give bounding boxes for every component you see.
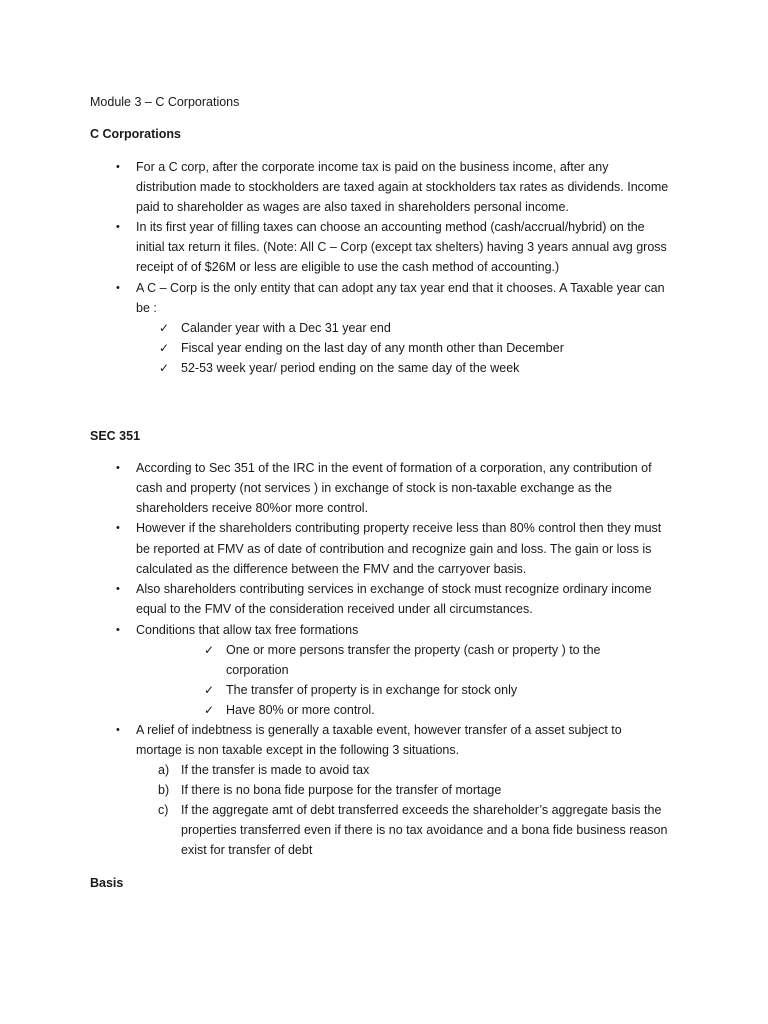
paragraph-line: be : bbox=[136, 301, 157, 315]
paragraph-line: mortage is non taxable except in the following 3 situations. bbox=[136, 743, 460, 757]
paragraph-line: cash and property (not services ) in exchange of stock is non-taxable exchange as the bbox=[136, 481, 612, 495]
paragraph-line: be reported at FMV as of date of contribution and recognize gain and loss. The gain or loss is bbox=[136, 542, 652, 556]
paragraph-line: shareholders receive 80%or more control. bbox=[136, 501, 369, 515]
situation-item: If the aggregate amt of debt transferred exceeds the shareholder’s aggregate basis the bbox=[181, 803, 662, 817]
situation-item: properties transferred even if there is no tax avoidance and a bona fide business reason bbox=[181, 823, 668, 837]
bullet-icon: • bbox=[116, 724, 120, 736]
paragraph-line: receipt of of $26M or less are eligible to use the cash method of accounting.) bbox=[136, 260, 560, 274]
paragraph-line: calculated as the difference between the FMV and the carryover basis. bbox=[136, 562, 527, 576]
list-marker: c) bbox=[158, 803, 169, 817]
bullet-icon: • bbox=[116, 624, 120, 636]
check-item: corporation bbox=[226, 663, 289, 677]
paragraph-line: However if the shareholders contributing property receive less than 80% control then they must bbox=[136, 521, 662, 535]
checkmark-icon: ✓ bbox=[159, 321, 170, 335]
section-heading-c-corporations: C Corporations bbox=[90, 127, 181, 141]
paragraph-line: According to Sec 351 of the IRC in the event of formation of a corporation, any contribution of bbox=[136, 461, 652, 475]
paragraph-line: equal to the FMV of the consideration received under all circumstances. bbox=[136, 602, 533, 616]
paragraph-line: In its first year of filling taxes can choose an accounting method (cash/accrual/hybrid) on the bbox=[136, 220, 645, 234]
situation-item: If the transfer is made to avoid tax bbox=[181, 763, 370, 777]
checkmark-icon: ✓ bbox=[204, 703, 215, 717]
situation-item: exist for transfer of debt bbox=[181, 843, 313, 857]
paragraph-line: paid to shareholder as wages are also taxed in shareholders personal income. bbox=[136, 200, 569, 214]
bullet-icon: • bbox=[116, 462, 120, 474]
list-marker: a) bbox=[158, 763, 170, 777]
situation-item: If there is no bona fide purpose for the transfer of mortage bbox=[181, 783, 502, 797]
bullet-icon: • bbox=[116, 583, 120, 595]
bullet-icon: • bbox=[116, 522, 120, 534]
check-item: One or more persons transfer the property (cash or property ) to the bbox=[226, 643, 601, 657]
section-heading-basis: Basis bbox=[90, 876, 124, 890]
checkmark-icon: ✓ bbox=[159, 361, 170, 375]
bullet-icon: • bbox=[116, 221, 120, 233]
paragraph-line: Conditions that allow tax free formations bbox=[136, 623, 359, 637]
check-item: Have 80% or more control. bbox=[226, 703, 375, 717]
check-item: The transfer of property is in exchange for stock only bbox=[226, 683, 518, 697]
check-item: Calander year with a Dec 31 year end bbox=[181, 321, 391, 335]
paragraph-line: For a C corp, after the corporate income tax is paid on the business income, after any bbox=[136, 160, 609, 174]
section-heading-sec-351: SEC 351 bbox=[90, 429, 141, 443]
bullet-icon: • bbox=[116, 282, 120, 294]
paragraph-line: A C – Corp is the only entity that can adopt any tax year end that it chooses. A Taxable year can bbox=[136, 281, 665, 295]
check-item: 52-53 week year/ period ending on the same day of the week bbox=[181, 361, 520, 375]
list-marker: b) bbox=[158, 783, 170, 797]
paragraph-line: A relief of indebtness is generally a taxable event, however transfer of a asset subject to bbox=[136, 723, 622, 737]
paragraph-line: initial tax return it files. (Note: All C – Corp (except tax shelters) having 3 years annual avg gross bbox=[136, 240, 667, 254]
checkmark-icon: ✓ bbox=[204, 683, 215, 697]
paragraph-line: distribution made to stockholders are taxed again at stockholders tax rates as dividends. Income bbox=[136, 180, 669, 194]
checkmark-icon: ✓ bbox=[204, 643, 215, 657]
bullet-icon: • bbox=[116, 161, 120, 173]
check-item: Fiscal year ending on the last day of any month other than December bbox=[181, 341, 564, 355]
checkmark-icon: ✓ bbox=[159, 341, 170, 355]
document-title: Module 3 – C Corporations bbox=[90, 95, 240, 109]
paragraph-line: Also shareholders contributing services in exchange of stock must recognize ordinary income bbox=[136, 582, 652, 596]
